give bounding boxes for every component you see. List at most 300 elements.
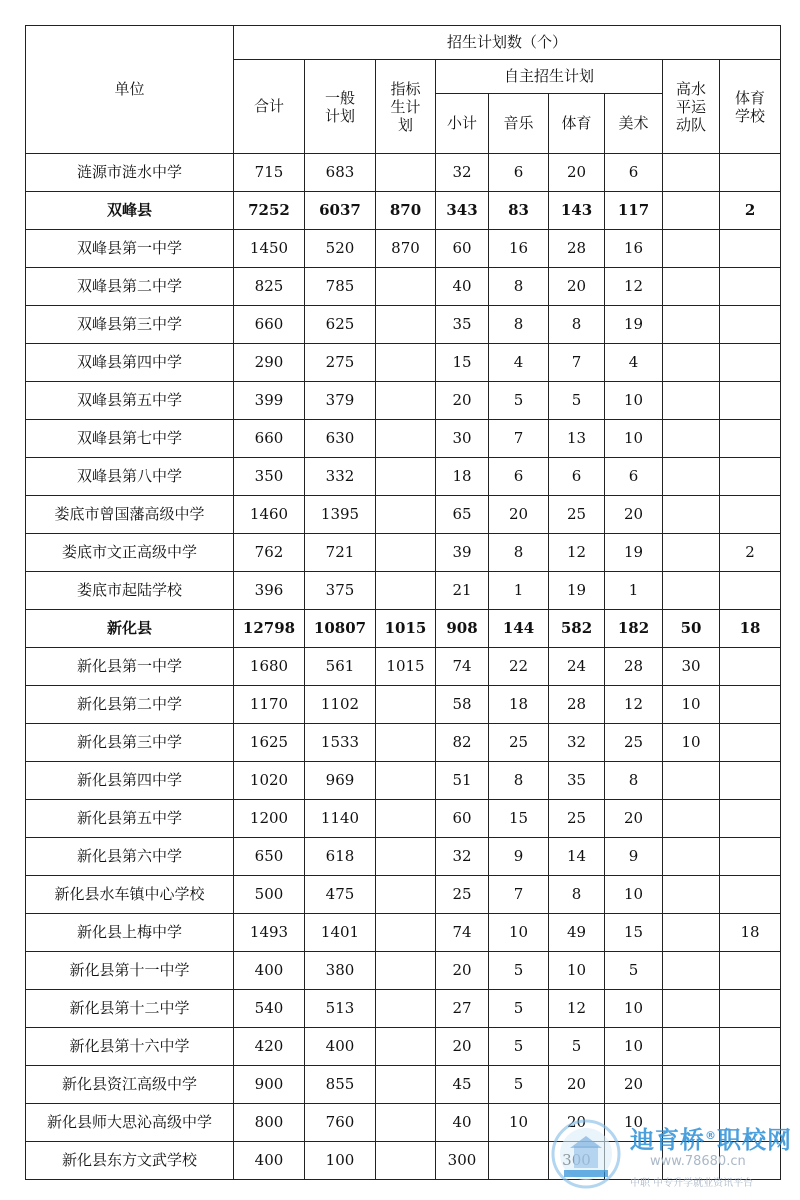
cell-total: 1460	[234, 496, 305, 534]
cell-unit: 双峰县第八中学	[26, 458, 234, 496]
header-subtotal: 小计	[436, 94, 489, 154]
watermark-tagline: 中职 中专升学就业资讯平台	[630, 1178, 754, 1189]
cell-music: 5	[489, 990, 549, 1028]
cell-quota	[376, 990, 436, 1028]
table-row	[26, 990, 781, 1028]
cell-sports-school	[720, 268, 781, 306]
table-row	[26, 838, 781, 876]
table-row	[26, 458, 781, 496]
cell-quota	[376, 800, 436, 838]
cell-subtotal: 25	[436, 876, 489, 914]
header-independent-plan: 自主招生计划	[436, 60, 663, 94]
table-row	[26, 1028, 781, 1066]
cell-subtotal: 65	[436, 496, 489, 534]
cell-quota	[376, 344, 436, 382]
cell-sports-school	[720, 952, 781, 990]
cell-total: 1450	[234, 230, 305, 268]
table-row	[26, 876, 781, 914]
cell-sports-school: 18	[720, 610, 781, 648]
cell-music: 9	[489, 838, 549, 876]
header-sports: 体育	[549, 94, 605, 154]
cell-quota	[376, 572, 436, 610]
cell-art: 6	[605, 154, 663, 192]
cell-sports: 12	[549, 534, 605, 572]
cell-quota: 870	[376, 230, 436, 268]
cell-unit: 新化县第五中学	[26, 800, 234, 838]
cell-quota: 1015	[376, 648, 436, 686]
cell-high-level	[663, 268, 720, 306]
cell-general: 1102	[305, 686, 376, 724]
cell-unit: 双峰县第二中学	[26, 268, 234, 306]
enrollment-plan-table	[25, 25, 781, 1180]
cell-subtotal: 60	[436, 230, 489, 268]
cell-total: 715	[234, 154, 305, 192]
cell-unit: 新化县第二中学	[26, 686, 234, 724]
cell-high-level	[663, 344, 720, 382]
cell-art: 8	[605, 762, 663, 800]
cell-sports-school	[720, 1066, 781, 1104]
cell-music: 144	[489, 610, 549, 648]
cell-high-level	[663, 990, 720, 1028]
cell-music: 20	[489, 496, 549, 534]
cell-music: 5	[489, 1066, 549, 1104]
cell-quota	[376, 268, 436, 306]
cell-general: 618	[305, 838, 376, 876]
cell-high-level	[663, 230, 720, 268]
cell-sports-school	[720, 496, 781, 534]
cell-art: 28	[605, 648, 663, 686]
cell-total: 12798	[234, 610, 305, 648]
cell-art: 10	[605, 990, 663, 1028]
cell-subtotal: 60	[436, 800, 489, 838]
cell-music: 8	[489, 268, 549, 306]
cell-quota	[376, 914, 436, 952]
cell-sports: 19	[549, 572, 605, 610]
cell-quota	[376, 876, 436, 914]
cell-general: 1401	[305, 914, 376, 952]
cell-unit: 新化县第十二中学	[26, 990, 234, 1028]
cell-art: 10	[605, 420, 663, 458]
table-row	[26, 572, 781, 610]
watermark	[550, 1118, 790, 1194]
cell-high-level	[663, 914, 720, 952]
cell-sports: 13	[549, 420, 605, 458]
header-quota-plan: 指标 生计 划	[376, 60, 436, 154]
cell-subtotal: 32	[436, 838, 489, 876]
header-sports-school: 体育 学校	[720, 60, 781, 154]
cell-quota	[376, 952, 436, 990]
cell-sports-school	[720, 876, 781, 914]
cell-sports-school	[720, 838, 781, 876]
cell-general: 760	[305, 1104, 376, 1142]
cell-art: 5	[605, 952, 663, 990]
cell-general: 1395	[305, 496, 376, 534]
table-header	[26, 26, 781, 154]
cell-unit: 娄底市起陆学校	[26, 572, 234, 610]
cell-sports-school	[720, 686, 781, 724]
school-emblem-icon	[550, 1118, 622, 1190]
cell-sports-school	[720, 1028, 781, 1066]
cell-music: 18	[489, 686, 549, 724]
cell-general: 561	[305, 648, 376, 686]
cell-music: 6	[489, 154, 549, 192]
table-row	[26, 610, 781, 648]
cell-unit: 新化县上梅中学	[26, 914, 234, 952]
cell-high-level	[663, 496, 720, 534]
cell-unit: 新化县第十一中学	[26, 952, 234, 990]
cell-total: 1020	[234, 762, 305, 800]
cell-subtotal: 82	[436, 724, 489, 762]
table-row	[26, 762, 781, 800]
cell-total: 540	[234, 990, 305, 1028]
table-row	[26, 382, 781, 420]
cell-quota	[376, 154, 436, 192]
cell-music: 8	[489, 762, 549, 800]
cell-general: 855	[305, 1066, 376, 1104]
cell-subtotal: 20	[436, 952, 489, 990]
cell-total: 762	[234, 534, 305, 572]
cell-sports: 6	[549, 458, 605, 496]
cell-unit: 双峰县第一中学	[26, 230, 234, 268]
cell-art: 25	[605, 724, 663, 762]
cell-subtotal: 908	[436, 610, 489, 648]
cell-subtotal: 30	[436, 420, 489, 458]
cell-high-level	[663, 534, 720, 572]
cell-general: 380	[305, 952, 376, 990]
cell-general: 683	[305, 154, 376, 192]
cell-sports-school	[720, 990, 781, 1028]
cell-subtotal: 27	[436, 990, 489, 1028]
cell-sports: 20	[549, 1104, 605, 1142]
cell-art: 182	[605, 610, 663, 648]
cell-art: 1	[605, 572, 663, 610]
cell-high-level	[663, 838, 720, 876]
cell-quota	[376, 838, 436, 876]
cell-subtotal: 300	[436, 1142, 489, 1180]
table-row	[26, 230, 781, 268]
cell-unit: 双峰县	[26, 192, 234, 230]
cell-general: 100	[305, 1142, 376, 1180]
cell-music: 1	[489, 572, 549, 610]
cell-sports: 28	[549, 686, 605, 724]
cell-unit: 双峰县第四中学	[26, 344, 234, 382]
cell-sports-school	[720, 458, 781, 496]
cell-subtotal: 21	[436, 572, 489, 610]
cell-high-level	[663, 952, 720, 990]
cell-sports-school	[720, 420, 781, 458]
cell-music: 4	[489, 344, 549, 382]
cell-music: 10	[489, 1104, 549, 1142]
cell-subtotal: 343	[436, 192, 489, 230]
cell-unit: 新化县第六中学	[26, 838, 234, 876]
cell-total: 800	[234, 1104, 305, 1142]
cell-sports-school: 2	[720, 192, 781, 230]
cell-sports: 8	[549, 306, 605, 344]
cell-music: 5	[489, 382, 549, 420]
cell-art: 10	[605, 876, 663, 914]
cell-subtotal: 58	[436, 686, 489, 724]
cell-subtotal: 20	[436, 382, 489, 420]
cell-art: 15	[605, 914, 663, 952]
cell-total: 399	[234, 382, 305, 420]
cell-music: 5	[489, 1028, 549, 1066]
cell-general: 400	[305, 1028, 376, 1066]
cell-subtotal: 39	[436, 534, 489, 572]
cell-art: 20	[605, 496, 663, 534]
cell-general: 332	[305, 458, 376, 496]
cell-sports: 20	[549, 268, 605, 306]
cell-quota	[376, 1142, 436, 1180]
cell-general: 1533	[305, 724, 376, 762]
cell-art: 6	[605, 458, 663, 496]
cell-music	[489, 1142, 549, 1180]
table-row	[26, 306, 781, 344]
cell-total: 396	[234, 572, 305, 610]
table-body	[26, 154, 781, 1180]
cell-sports: 582	[549, 610, 605, 648]
table-row	[26, 192, 781, 230]
cell-quota	[376, 458, 436, 496]
cell-sports-school	[720, 648, 781, 686]
cell-high-level	[663, 1066, 720, 1104]
cell-unit: 涟源市涟水中学	[26, 154, 234, 192]
cell-music: 8	[489, 534, 549, 572]
cell-music: 83	[489, 192, 549, 230]
cell-general: 969	[305, 762, 376, 800]
cell-quota: 870	[376, 192, 436, 230]
cell-sports: 28	[549, 230, 605, 268]
cell-unit: 新化县第四中学	[26, 762, 234, 800]
table-row	[26, 952, 781, 990]
cell-subtotal: 18	[436, 458, 489, 496]
cell-quota	[376, 1028, 436, 1066]
cell-quota	[376, 382, 436, 420]
cell-total: 825	[234, 268, 305, 306]
cell-high-level	[663, 876, 720, 914]
cell-art: 10	[605, 382, 663, 420]
cell-unit: 新化县水车镇中心学校	[26, 876, 234, 914]
cell-art: 20	[605, 1066, 663, 1104]
table-row	[26, 344, 781, 382]
cell-high-level	[663, 458, 720, 496]
cell-high-level: 10	[663, 686, 720, 724]
cell-art: 10	[605, 1104, 663, 1142]
cell-unit: 双峰县第七中学	[26, 420, 234, 458]
cell-total: 1170	[234, 686, 305, 724]
cell-subtotal: 35	[436, 306, 489, 344]
cell-high-level: 10	[663, 724, 720, 762]
cell-music: 7	[489, 876, 549, 914]
cell-general: 785	[305, 268, 376, 306]
cell-music: 5	[489, 952, 549, 990]
cell-music: 16	[489, 230, 549, 268]
header-plan-count: 招生计划数（个）	[234, 26, 781, 60]
cell-total: 660	[234, 306, 305, 344]
cell-general: 375	[305, 572, 376, 610]
cell-general: 275	[305, 344, 376, 382]
header-high-level-team: 高水 平运 动队	[663, 60, 720, 154]
cell-high-level	[663, 192, 720, 230]
cell-general: 721	[305, 534, 376, 572]
cell-sports: 49	[549, 914, 605, 952]
cell-unit: 娄底市曾国藩高级中学	[26, 496, 234, 534]
cell-general: 10807	[305, 610, 376, 648]
cell-unit: 娄底市文正高级中学	[26, 534, 234, 572]
cell-high-level	[663, 382, 720, 420]
cell-sports: 24	[549, 648, 605, 686]
cell-total: 650	[234, 838, 305, 876]
header-general-plan: 一般 计划	[305, 60, 376, 154]
cell-sports-school	[720, 724, 781, 762]
cell-sports: 8	[549, 876, 605, 914]
cell-subtotal: 51	[436, 762, 489, 800]
cell-sports-school: 2	[720, 534, 781, 572]
cell-sports: 20	[549, 154, 605, 192]
cell-high-level	[663, 762, 720, 800]
table-row	[26, 154, 781, 192]
cell-total: 400	[234, 1142, 305, 1180]
header-total: 合计	[234, 60, 305, 154]
cell-sports: 32	[549, 724, 605, 762]
cell-quota	[376, 686, 436, 724]
table-row	[26, 686, 781, 724]
table-row	[26, 914, 781, 952]
cell-general: 625	[305, 306, 376, 344]
cell-sports-school	[720, 762, 781, 800]
cell-sports: 7	[549, 344, 605, 382]
cell-total: 1493	[234, 914, 305, 952]
cell-sports: 10	[549, 952, 605, 990]
cell-sports-school	[720, 800, 781, 838]
cell-art: 9	[605, 838, 663, 876]
table-row	[26, 496, 781, 534]
cell-unit: 新化县第一中学	[26, 648, 234, 686]
cell-sports: 35	[549, 762, 605, 800]
cell-sports: 14	[549, 838, 605, 876]
cell-art: 19	[605, 306, 663, 344]
table-row	[26, 800, 781, 838]
cell-art: 10	[605, 1028, 663, 1066]
cell-sports-school	[720, 382, 781, 420]
cell-unit: 新化县第三中学	[26, 724, 234, 762]
cell-sports: 12	[549, 990, 605, 1028]
cell-general: 630	[305, 420, 376, 458]
cell-unit: 新化县第十六中学	[26, 1028, 234, 1066]
cell-sports-school	[720, 154, 781, 192]
cell-quota	[376, 724, 436, 762]
cell-quota	[376, 496, 436, 534]
cell-general: 1140	[305, 800, 376, 838]
cell-sports-school: 18	[720, 914, 781, 952]
cell-total: 350	[234, 458, 305, 496]
cell-total: 7252	[234, 192, 305, 230]
cell-subtotal: 45	[436, 1066, 489, 1104]
table-row	[26, 534, 781, 572]
cell-sports-school	[720, 306, 781, 344]
table-row	[26, 1066, 781, 1104]
cell-art: 12	[605, 686, 663, 724]
cell-art: 19	[605, 534, 663, 572]
cell-sports: 5	[549, 382, 605, 420]
cell-quota	[376, 534, 436, 572]
cell-general: 379	[305, 382, 376, 420]
cell-high-level	[663, 800, 720, 838]
cell-music: 15	[489, 800, 549, 838]
cell-total: 1680	[234, 648, 305, 686]
cell-quota	[376, 420, 436, 458]
cell-high-level	[663, 420, 720, 458]
cell-unit: 双峰县第五中学	[26, 382, 234, 420]
cell-sports-school	[720, 344, 781, 382]
cell-quota	[376, 762, 436, 800]
cell-music: 22	[489, 648, 549, 686]
watermark-url: www.78680.cn	[650, 1154, 746, 1169]
cell-general: 520	[305, 230, 376, 268]
table-row	[26, 268, 781, 306]
cell-subtotal: 74	[436, 914, 489, 952]
cell-general: 513	[305, 990, 376, 1028]
cell-quota	[376, 1104, 436, 1142]
cell-music: 8	[489, 306, 549, 344]
cell-subtotal: 40	[436, 1104, 489, 1142]
cell-unit: 新化县	[26, 610, 234, 648]
cell-unit: 新化县东方文武学校	[26, 1142, 234, 1180]
table-row	[26, 724, 781, 762]
header-art: 美术	[605, 94, 663, 154]
cell-art: 117	[605, 192, 663, 230]
cell-total: 660	[234, 420, 305, 458]
cell-sports: 20	[549, 1066, 605, 1104]
cell-high-level	[663, 306, 720, 344]
table-row	[26, 648, 781, 686]
cell-music: 25	[489, 724, 549, 762]
cell-unit: 新化县资江高级中学	[26, 1066, 234, 1104]
cell-sports: 25	[549, 496, 605, 534]
cell-quota	[376, 306, 436, 344]
cell-subtotal: 15	[436, 344, 489, 382]
cell-unit: 新化县师大思沁高级中学	[26, 1104, 234, 1142]
cell-sports: 5	[549, 1028, 605, 1066]
cell-art: 12	[605, 268, 663, 306]
cell-quota: 1015	[376, 610, 436, 648]
cell-art: 4	[605, 344, 663, 382]
cell-art: 16	[605, 230, 663, 268]
cell-subtotal: 32	[436, 154, 489, 192]
table-row	[26, 420, 781, 458]
cell-total: 500	[234, 876, 305, 914]
cell-high-level	[663, 154, 720, 192]
cell-music: 10	[489, 914, 549, 952]
header-unit: 单位	[26, 26, 234, 154]
cell-sports: 25	[549, 800, 605, 838]
cell-general: 6037	[305, 192, 376, 230]
cell-total: 1200	[234, 800, 305, 838]
cell-sports-school	[720, 230, 781, 268]
cell-total: 290	[234, 344, 305, 382]
cell-art: 20	[605, 800, 663, 838]
cell-music: 6	[489, 458, 549, 496]
cell-sports: 143	[549, 192, 605, 230]
watermark-title: 迪育桥®职校网	[630, 1126, 792, 1154]
cell-subtotal: 40	[436, 268, 489, 306]
cell-high-level: 30	[663, 648, 720, 686]
cell-total: 900	[234, 1066, 305, 1104]
cell-total: 420	[234, 1028, 305, 1066]
cell-total: 1625	[234, 724, 305, 762]
cell-high-level: 50	[663, 610, 720, 648]
header-music: 音乐	[489, 94, 549, 154]
cell-high-level	[663, 572, 720, 610]
